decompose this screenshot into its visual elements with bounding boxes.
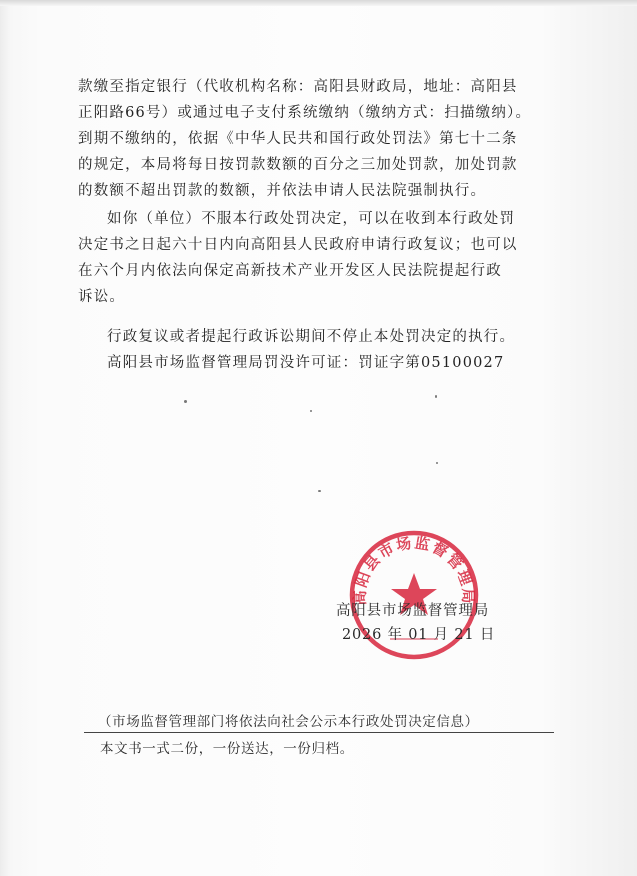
signature-block [330, 599, 510, 647]
scan-edge [0, 0, 637, 6]
payment-paragraph [78, 74, 564, 204]
footer-divider [84, 732, 554, 733]
issue-date: 2026 年 01 月 21 日 [342, 627, 496, 643]
license-paragraph [78, 350, 564, 376]
text-line: 的规定，本局将每日按罚款数额的百分之三加处罚款，加处罚款 [78, 157, 518, 173]
copies-note: 本文书一式二份，一份送达，一份归档。 [100, 741, 354, 757]
scan-speck [310, 410, 312, 412]
text-line: 的数额不超出罚款的数额，并依法申请人民法院强制执行。 [78, 183, 487, 199]
text-line: 正阳路66号）或通过电子支付系统缴纳（缴纳方式：扫描缴纳）。 [78, 105, 532, 121]
svg-text:高阳县市场监督管理局: 高阳县市场监督管理局 [350, 533, 478, 606]
scan-speck [435, 395, 437, 398]
publicity-note: （市场监督管理部门将依法向社会公示本行政处罚决定信息） [98, 714, 479, 730]
issuing-organization: 高阳县市场监督管理局 [336, 603, 489, 619]
scan-speck [436, 462, 438, 464]
scan-speck [184, 400, 187, 403]
text-line: 诉讼。 [78, 289, 126, 305]
scan-speck [318, 490, 321, 492]
text-line: 到期不缴纳的，依据《中华人民共和国行政处罚法》第七十二条 [78, 131, 518, 147]
text-line: 行政复议或者提起行政诉讼期间不停止本处罚决定的执行。 [107, 329, 516, 345]
text-line: 如你（单位）不服本行政处罚决定，可以在收到本行政处罚 [107, 211, 516, 227]
text-line: 高阳县市场监督管理局罚没许可证：罚证字第05100027 [107, 355, 505, 371]
text-line: 决定书之日起六十日内向高阳县人民政府申请行政复议；也可以 [78, 237, 518, 253]
appeal-paragraph [78, 206, 564, 310]
document-body [78, 74, 564, 376]
text-line: 在六个月内依法向保定高新技术产业开发区人民法院提起行政 [78, 263, 502, 279]
text-line: 款缴至指定银行（代收机构名称：高阳县财政局，地址：高阳县 [78, 79, 518, 95]
execution-paragraph [78, 324, 564, 350]
